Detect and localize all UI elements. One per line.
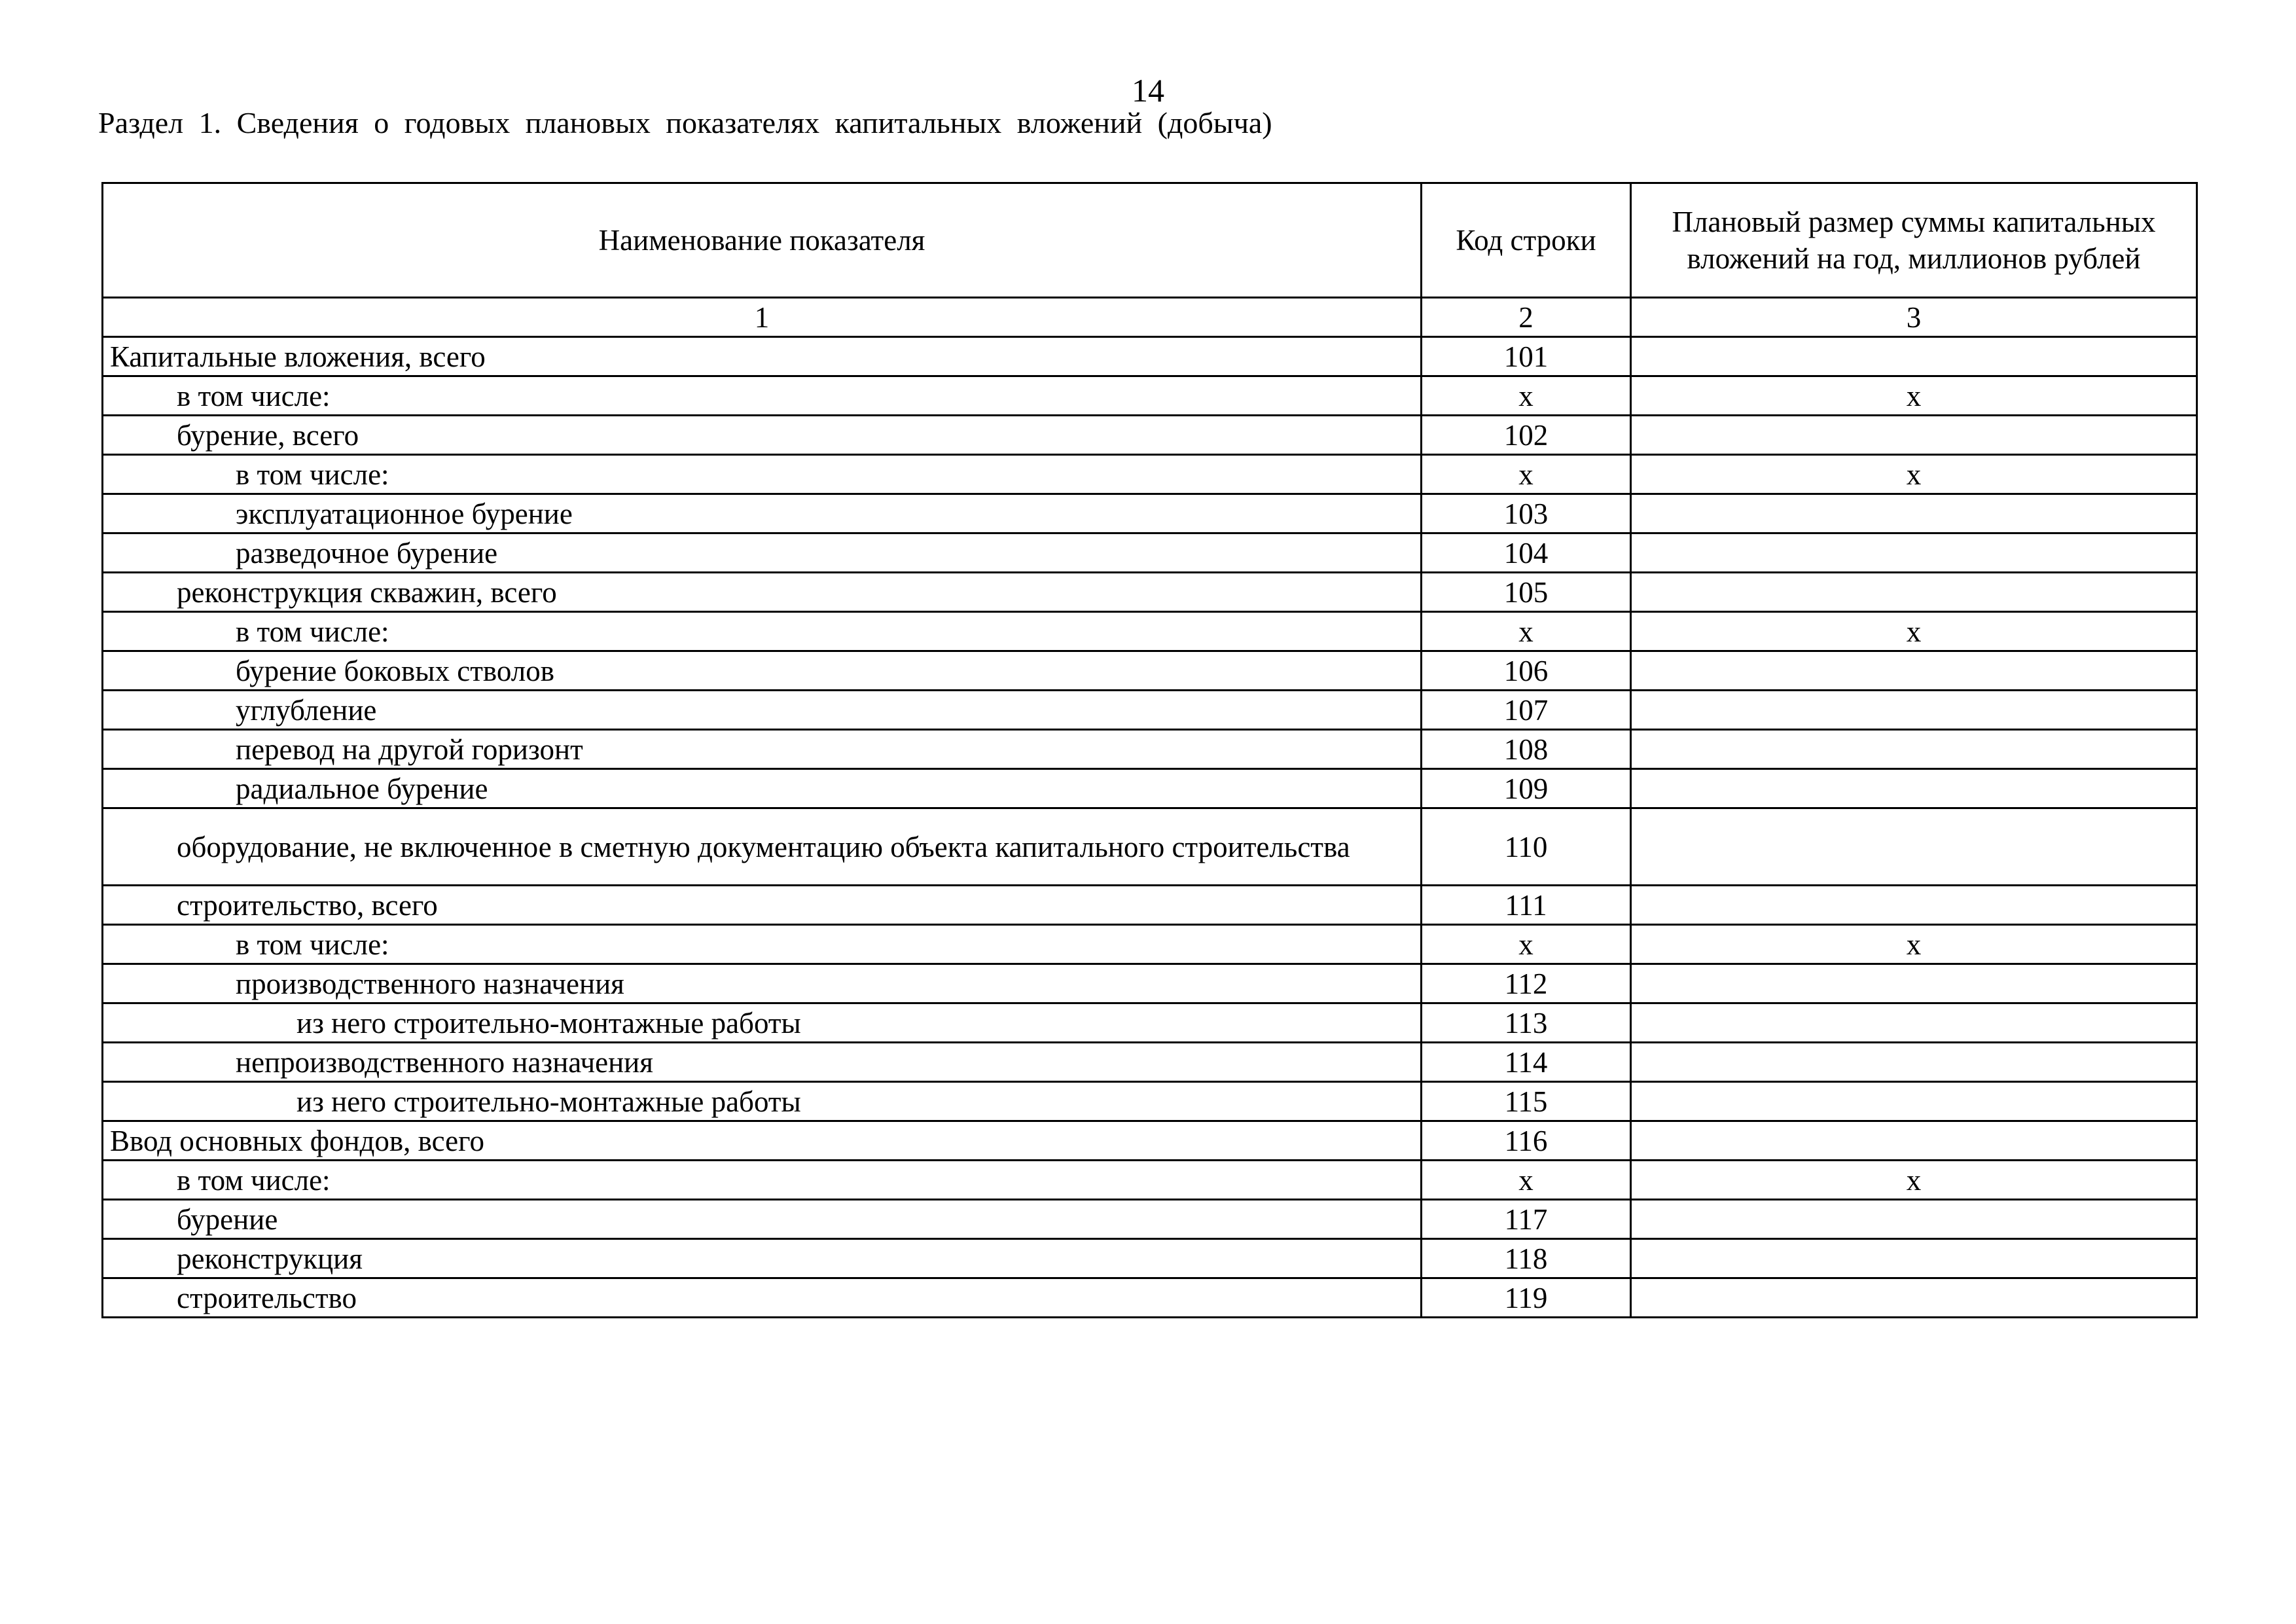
- row-indicator-name: строительство: [103, 1278, 1422, 1318]
- row-code: 104: [1422, 533, 1631, 573]
- row-indicator-name: Капитальные вложения, всего: [103, 337, 1422, 376]
- row-code: 113: [1422, 1003, 1631, 1043]
- row-code: 102: [1422, 416, 1631, 455]
- row-indicator-name: оборудование, не включенное в сметную документацию объекта капитального строительства: [103, 808, 1422, 886]
- row-code: 107: [1422, 691, 1631, 730]
- row-planned-amount[interactable]: [1631, 1200, 2197, 1239]
- row-indicator-name: в том числе:: [103, 1161, 1422, 1200]
- row-planned-amount[interactable]: [1631, 1003, 2197, 1043]
- section-title: Раздел 1. Сведения о годовых плановых показателях капитальных вложений (добыча): [98, 106, 1272, 139]
- table-row: [103, 416, 2197, 455]
- header-planned-amount: Плановый размер суммы капитальных вложений на год, миллионов рублей: [1631, 183, 2197, 298]
- row-planned-amount[interactable]: [1631, 691, 2197, 730]
- row-code: х: [1422, 1161, 1631, 1200]
- row-indicator-name: углубление: [103, 691, 1422, 730]
- column-number: 1: [103, 298, 1422, 337]
- row-indicator-name: в том числе:: [103, 455, 1422, 494]
- table-row: [103, 886, 2197, 925]
- row-planned-amount[interactable]: [1631, 494, 2197, 533]
- row-indicator-name: разведочное бурение: [103, 533, 1422, 573]
- row-planned-amount[interactable]: [1631, 1121, 2197, 1161]
- row-planned-amount[interactable]: х: [1631, 1161, 2197, 1200]
- row-planned-amount[interactable]: [1631, 964, 2197, 1003]
- column-numbers-row: [103, 298, 2197, 337]
- page-number: 14: [1132, 72, 1164, 109]
- row-indicator-name: в том числе:: [103, 925, 1422, 964]
- row-indicator-name: Ввод основных фондов, всего: [103, 1121, 1422, 1161]
- row-code: х: [1422, 455, 1631, 494]
- table-row: [103, 1278, 2197, 1318]
- table-row: [103, 337, 2197, 376]
- table-row: [103, 455, 2197, 494]
- table-row: [103, 533, 2197, 573]
- row-code: 116: [1422, 1121, 1631, 1161]
- row-planned-amount[interactable]: [1631, 730, 2197, 769]
- row-indicator-name: эксплуатационное бурение: [103, 494, 1422, 533]
- row-code: 119: [1422, 1278, 1631, 1318]
- table-row: [103, 1003, 2197, 1043]
- row-indicator-name: реконструкция скважин, всего: [103, 573, 1422, 612]
- row-code: 115: [1422, 1082, 1631, 1121]
- column-number: 2: [1422, 298, 1631, 337]
- row-indicator-name: бурение, всего: [103, 416, 1422, 455]
- table-row: [103, 1043, 2197, 1082]
- row-code: 108: [1422, 730, 1631, 769]
- row-indicator-name: реконструкция: [103, 1239, 1422, 1278]
- row-planned-amount[interactable]: х: [1631, 925, 2197, 964]
- row-planned-amount[interactable]: [1631, 1239, 2197, 1278]
- row-code: 105: [1422, 573, 1631, 612]
- row-code: х: [1422, 376, 1631, 416]
- capital-investment-table: [101, 182, 2198, 1318]
- table-row: [103, 1239, 2197, 1278]
- table-row: [103, 964, 2197, 1003]
- row-indicator-name: в том числе:: [103, 612, 1422, 651]
- row-code: 112: [1422, 964, 1631, 1003]
- table-row: [103, 925, 2197, 964]
- table-row: [103, 1200, 2197, 1239]
- row-indicator-name: перевод на другой горизонт: [103, 730, 1422, 769]
- table-row: [103, 494, 2197, 533]
- header-indicator-name: Наименование показателя: [103, 183, 1422, 298]
- row-planned-amount[interactable]: [1631, 1278, 2197, 1318]
- table-row: [103, 612, 2197, 651]
- row-code: х: [1422, 612, 1631, 651]
- row-indicator-name: из него строительно-монтажные работы: [103, 1082, 1422, 1121]
- table-row: [103, 1161, 2197, 1200]
- table-row: [103, 1082, 2197, 1121]
- table-row: [103, 651, 2197, 691]
- row-code: 114: [1422, 1043, 1631, 1082]
- row-planned-amount[interactable]: [1631, 1082, 2197, 1121]
- column-number: 3: [1631, 298, 2197, 337]
- row-code: 111: [1422, 886, 1631, 925]
- row-code: 103: [1422, 494, 1631, 533]
- row-indicator-name: производственного назначения: [103, 964, 1422, 1003]
- row-planned-amount[interactable]: х: [1631, 455, 2197, 494]
- table-row: [103, 1121, 2197, 1161]
- row-planned-amount[interactable]: [1631, 886, 2197, 925]
- row-indicator-name: строительство, всего: [103, 886, 1422, 925]
- row-code: х: [1422, 925, 1631, 964]
- row-indicator-name: непроизводственного назначения: [103, 1043, 1422, 1082]
- table-row: [103, 376, 2197, 416]
- row-indicator-name: бурение: [103, 1200, 1422, 1239]
- row-planned-amount[interactable]: х: [1631, 376, 2197, 416]
- row-code: 118: [1422, 1239, 1631, 1278]
- table-row: [103, 730, 2197, 769]
- row-planned-amount[interactable]: [1631, 416, 2197, 455]
- table-row: [103, 691, 2197, 730]
- row-indicator-name: из него строительно-монтажные работы: [103, 1003, 1422, 1043]
- row-planned-amount[interactable]: [1631, 1043, 2197, 1082]
- row-code: 110: [1422, 808, 1631, 886]
- row-planned-amount[interactable]: [1631, 808, 2197, 886]
- row-planned-amount[interactable]: [1631, 337, 2197, 376]
- table-row: [103, 769, 2197, 808]
- row-planned-amount[interactable]: х: [1631, 612, 2197, 651]
- table-row: [103, 808, 2197, 886]
- row-code: 101: [1422, 337, 1631, 376]
- row-code: 106: [1422, 651, 1631, 691]
- header-row-code: Код строки: [1422, 183, 1631, 298]
- row-indicator-name: бурение боковых стволов: [103, 651, 1422, 691]
- row-code: 117: [1422, 1200, 1631, 1239]
- row-code: 109: [1422, 769, 1631, 808]
- row-indicator-name: в том числе:: [103, 376, 1422, 416]
- row-planned-amount[interactable]: [1631, 533, 2197, 573]
- row-planned-amount[interactable]: [1631, 573, 2197, 612]
- table-header-row: [103, 183, 2197, 298]
- row-planned-amount[interactable]: [1631, 651, 2197, 691]
- row-indicator-name: радиальное бурение: [103, 769, 1422, 808]
- table-row: [103, 573, 2197, 612]
- row-planned-amount[interactable]: [1631, 769, 2197, 808]
